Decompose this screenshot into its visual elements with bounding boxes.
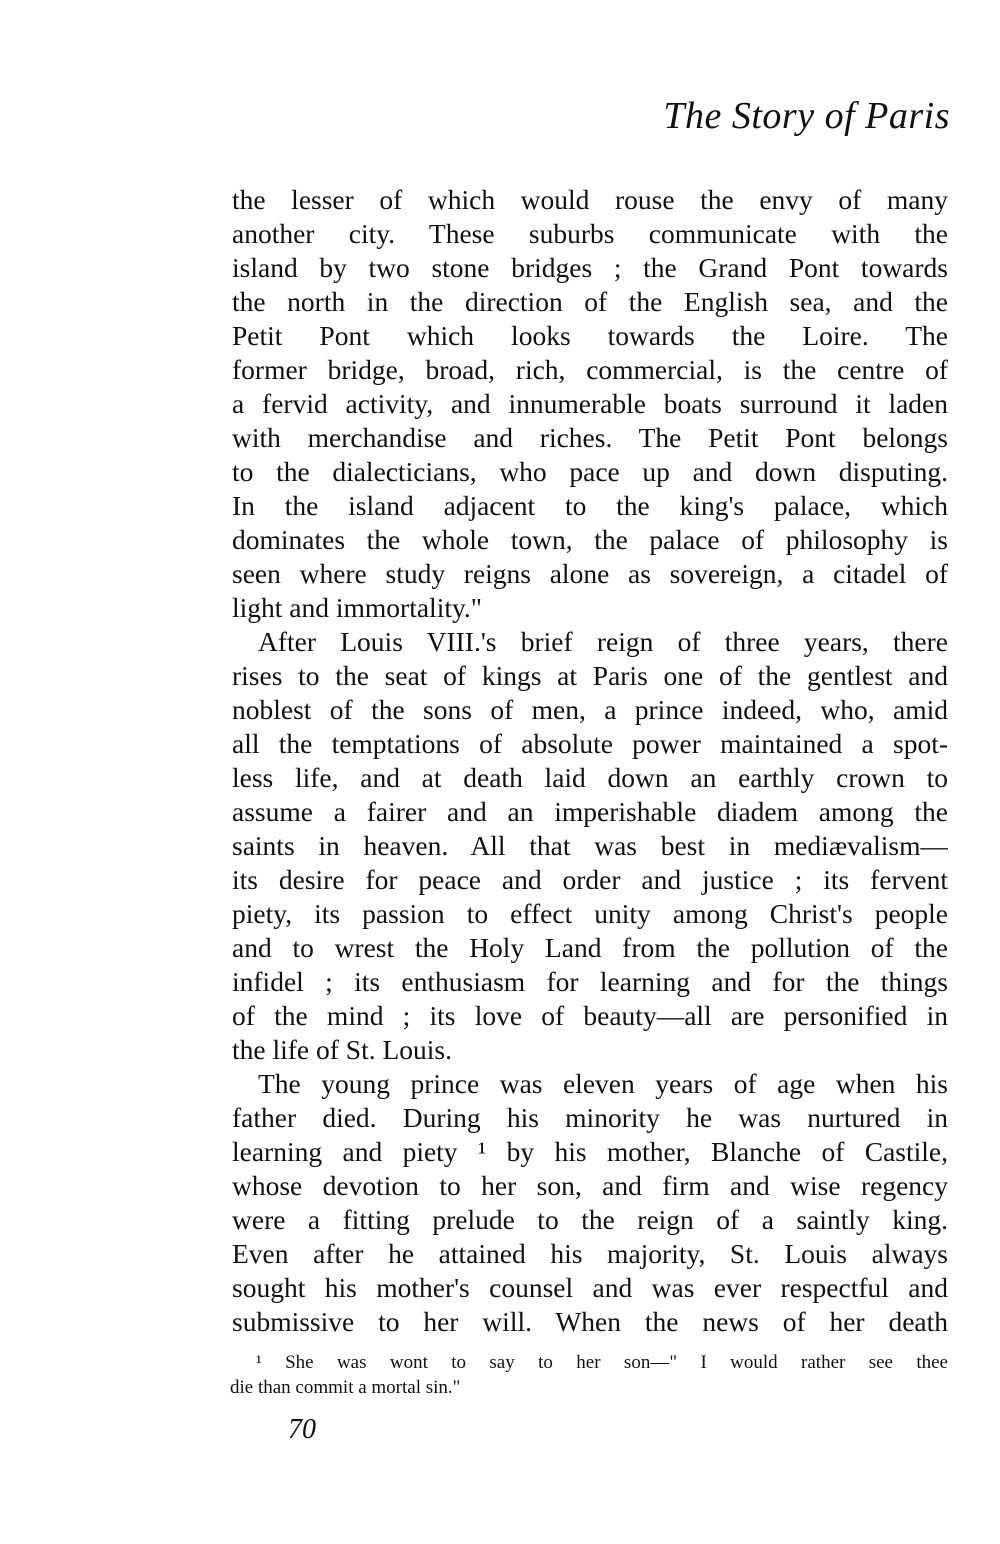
body-line: light and immortality.": [232, 592, 483, 623]
body-line: former bridge, broad, rich, commercial, is the centre of: [232, 354, 948, 385]
running-head: The Story of Paris: [663, 95, 950, 137]
footnote: [230, 1350, 948, 1400]
body-line: The young prince was eleven years of age when his: [258, 1068, 948, 1099]
body-line: rises to the seat of kings at Paris one of the gentlest and: [232, 660, 948, 691]
footnote-line: ¹ She was wont to say to her son—" I would rather see thee: [256, 1352, 948, 1373]
body-line: sought his mother's counsel and was ever respectful and: [232, 1272, 948, 1303]
body-line: father died. During his minority he was nurtured in: [232, 1102, 948, 1133]
body-line: the life of St. Louis.: [232, 1034, 452, 1065]
body-line: a fervid activity, and innumerable boats surround it laden: [232, 388, 948, 419]
body-line: submissive to her will. When the news of her death: [232, 1306, 948, 1337]
body-line: whose devotion to her son, and firm and wise regency: [232, 1170, 948, 1201]
body-line: saints in heaven. All that was best in mediævalism—: [232, 830, 948, 861]
body-line: piety, its passion to effect unity among Christ's people: [232, 898, 948, 929]
body-line: Even after he attained his majority, St. Louis always: [232, 1238, 948, 1269]
body-line: all the temptations of absolute power maintained a spot-: [232, 728, 948, 759]
body-line: the north in the direction of the English sea, and the: [232, 286, 948, 317]
body-text: [232, 183, 948, 1339]
body-line: the lesser of which would rouse the envy of many: [232, 184, 948, 215]
body-line: learning and piety ¹ by his mother, Blanche of Castile,: [232, 1136, 948, 1167]
body-line: infidel ; its enthusiasm for learning and for the things: [232, 966, 948, 997]
page-number: 70: [288, 1414, 316, 1445]
body-line: of the mind ; its love of beauty—all are personified in: [232, 1000, 948, 1031]
body-line: island by two stone bridges ; the Grand Pont towards: [232, 252, 948, 283]
body-line: were a fitting prelude to the reign of a saintly king.: [232, 1204, 948, 1235]
body-line: less life, and at death laid down an earthly crown to: [232, 762, 948, 793]
body-line: assume a fairer and an imperishable diadem among the: [232, 796, 948, 827]
body-line: Petit Pont which looks towards the Loire. The: [232, 320, 948, 351]
body-line: In the island adjacent to the king's palace, which: [232, 490, 948, 521]
body-line: to the dialecticians, who pace up and down disputing.: [232, 456, 948, 487]
body-line: its desire for peace and order and justice ; its fervent: [232, 864, 948, 895]
body-line: and to wrest the Holy Land from the pollution of the: [232, 932, 948, 963]
body-line: dominates the whole town, the palace of philosophy is: [232, 524, 948, 555]
body-line: with merchandise and riches. The Petit Pont belongs: [232, 422, 948, 453]
body-line: After Louis VIII.'s brief reign of three years, there: [258, 626, 948, 657]
footnote-line: die than commit a mortal sin.": [230, 1377, 461, 1398]
body-line: noblest of the sons of men, a prince indeed, who, amid: [232, 694, 948, 725]
body-line: seen where study reigns alone as sovereign, a citadel of: [232, 558, 948, 589]
body-line: another city. These suburbs communicate with the: [232, 218, 948, 249]
